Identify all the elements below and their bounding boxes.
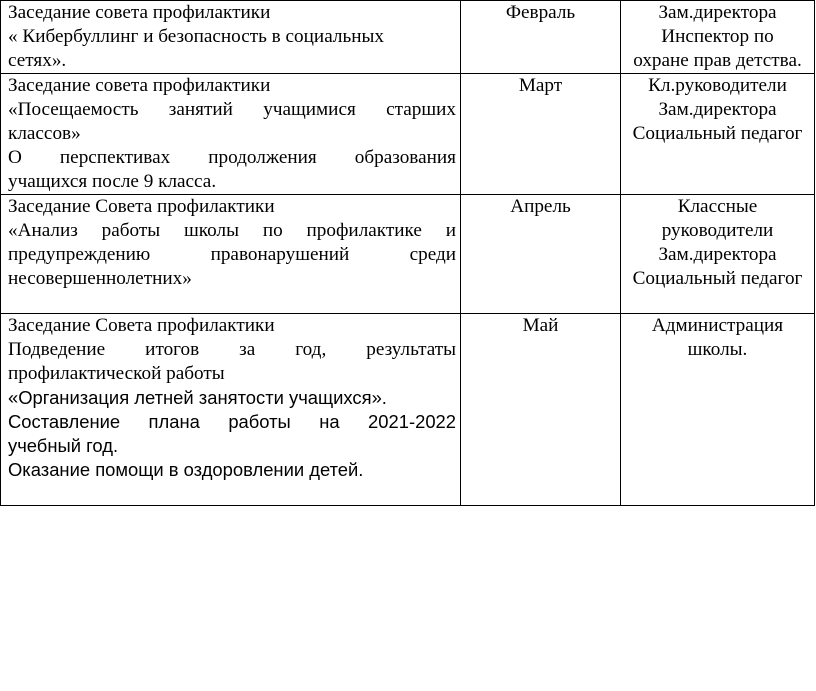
event-line: предупреждению правонарушений среди: [8, 244, 456, 265]
event-line: Заседание Совета профилактики: [8, 196, 275, 217]
month-cell: [461, 195, 621, 314]
responsible-line: школы.: [687, 339, 748, 360]
responsible-line: Зам.директора: [658, 99, 777, 120]
responsible-line: Социальный педагог: [632, 268, 803, 289]
responsible-line: Кл.руководители: [648, 75, 787, 96]
responsible-cell: [621, 1, 815, 74]
month-label: Март: [518, 75, 563, 96]
table-row: [1, 1, 815, 74]
responsible-line: Зам.директора: [658, 2, 777, 23]
responsible-line: Инспектор по: [661, 26, 774, 47]
month-label: Апрель: [510, 196, 571, 217]
responsible-line: Администрация: [651, 315, 784, 336]
responsible-line: Социальный педагог: [632, 123, 803, 144]
month-label: Май: [522, 315, 559, 336]
event-line: Заседание совета профилактики: [8, 75, 271, 96]
event-line: учебный год.: [8, 435, 119, 456]
table-row: [1, 195, 815, 314]
event-cell: [1, 74, 461, 195]
responsible-line: руководители: [661, 220, 774, 241]
event-line: учащихся после 9 класса.: [8, 171, 217, 192]
event-line: несовершеннолетних»: [8, 268, 192, 289]
event-line: «Анализ работы школы по профилактике и: [8, 220, 456, 241]
responsible-line: охране прав детства.: [633, 50, 802, 71]
event-line: Подведение итогов за год, результаты: [8, 339, 456, 360]
event-line: «Посещаемость занятий учащимися старших: [8, 99, 456, 120]
month-cell: [461, 1, 621, 74]
event-line: Заседание совета профилактики: [8, 2, 271, 23]
month-label: Февраль: [505, 2, 576, 23]
event-line: Составление плана работы на 2021-2022: [8, 411, 456, 432]
responsible-line: Зам.директора: [658, 244, 777, 265]
table-row: [1, 314, 815, 506]
event-line: классов»: [8, 123, 81, 144]
responsible-cell: [621, 314, 815, 506]
event-line: О перспективах продолжения образования: [8, 147, 456, 168]
event-line: « Кибербуллинг и безопасность в социальных: [8, 26, 384, 47]
table-row: [1, 74, 815, 195]
responsible-cell: [621, 195, 815, 314]
event-line: профилактической работы: [8, 363, 225, 384]
responsible-line: Классные: [677, 196, 758, 217]
event-cell: [1, 314, 461, 506]
event-line: сетях».: [8, 50, 67, 71]
month-cell: [461, 314, 621, 506]
responsible-cell: [621, 74, 815, 195]
event-cell: [1, 1, 461, 74]
event-line: Оказание помощи в оздоровлении детей.: [8, 459, 364, 480]
event-line: «Организация летней занятости учащихся».: [8, 387, 387, 408]
event-line: Заседание Совета профилактики: [8, 315, 275, 336]
month-cell: [461, 74, 621, 195]
event-cell: [1, 195, 461, 314]
